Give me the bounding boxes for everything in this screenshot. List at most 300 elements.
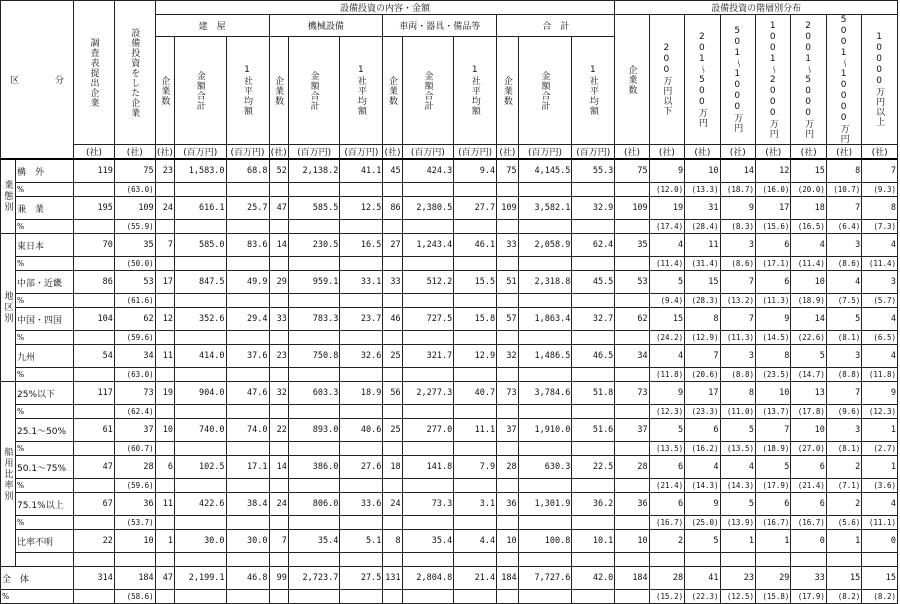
cell-value: 2,723.7	[288, 567, 340, 590]
cell-value: 3	[826, 419, 861, 442]
cell-pct	[572, 553, 615, 567]
cell-value: 51	[497, 271, 518, 294]
cell-value: 6	[791, 493, 826, 516]
cell-pct	[454, 331, 497, 345]
cell-value: 33	[791, 567, 826, 590]
cell-pct	[288, 183, 340, 197]
cell-pct	[720, 553, 755, 567]
cell-pct	[340, 331, 383, 345]
cell-value: 727.5	[402, 308, 454, 331]
table-row-pct	[1, 442, 898, 456]
cell-value: 35	[615, 234, 649, 257]
cell-value: 12.9	[454, 345, 497, 368]
cell-pct	[175, 257, 227, 271]
unit: (百万円)	[340, 145, 383, 160]
cell-pct	[269, 516, 288, 530]
cell-pct	[175, 590, 227, 604]
cell-pct	[572, 590, 615, 604]
row-label: 比率不明	[16, 530, 74, 553]
cell-value: 17	[155, 271, 174, 294]
cell-pct	[269, 183, 288, 197]
cell-value: 2,199.1	[175, 567, 227, 590]
cell-pct: (18.9)	[791, 294, 826, 308]
cell-pct	[615, 257, 649, 271]
cell-pct	[288, 590, 340, 604]
cell-value: 23	[720, 567, 755, 590]
cell-value: 21.4	[454, 567, 497, 590]
cell-pct: (11.1)	[862, 516, 898, 530]
cell-value: 7	[720, 308, 755, 331]
cell-pct: (16.7)	[649, 516, 684, 530]
row-label: 構 外	[16, 159, 74, 183]
cell-value: 47.6	[226, 382, 269, 405]
cell-value: 18	[383, 456, 402, 479]
cell-pct	[518, 183, 572, 197]
cell-value: 6	[755, 271, 790, 294]
cell-value: 893.0	[288, 419, 340, 442]
cell-value: 19	[155, 382, 174, 405]
cell-value: 11	[155, 345, 174, 368]
cell-pct	[175, 294, 227, 308]
cell-value: 585.0	[175, 234, 227, 257]
cell-pct: (58.6)	[114, 590, 155, 604]
cell-value: 4	[685, 456, 720, 479]
cell-value: 24	[383, 493, 402, 516]
cell-value: 73	[114, 382, 155, 405]
row-label: 東日本	[16, 234, 74, 257]
cell-pct: (8.2)	[862, 590, 898, 604]
cell-value: 18.9	[340, 382, 383, 405]
cell-pct: (11.8)	[862, 368, 898, 382]
table-body	[1, 159, 898, 604]
header-tier-2: 201〜500万円	[685, 15, 720, 145]
header-avg: 1社平均額	[572, 37, 615, 145]
cell-pct	[226, 220, 269, 234]
cell-pct: (6.5)	[862, 331, 898, 345]
cell-value: 422.6	[175, 493, 227, 516]
group-label: 船用比率別	[1, 382, 16, 567]
unit: (百万円)	[288, 145, 340, 160]
cell-value: 7	[826, 382, 861, 405]
cell-pct	[288, 553, 340, 567]
cell-pct: (16.2)	[685, 442, 720, 456]
cell-value: 15	[649, 308, 684, 331]
cell-pct	[155, 590, 174, 604]
cell-value: 14	[720, 159, 755, 183]
cell-value: 6	[791, 456, 826, 479]
table-row-pct	[1, 590, 898, 604]
cell-value: 750.8	[288, 345, 340, 368]
cell-value: 11.1	[454, 419, 497, 442]
cell-value: 1	[720, 530, 755, 553]
cell-value: 7	[755, 419, 790, 442]
cell-value: 32	[269, 382, 288, 405]
cell-pct	[340, 590, 383, 604]
cell-value: 4	[826, 271, 861, 294]
cell-value: 7	[862, 159, 898, 183]
cell-pct	[615, 331, 649, 345]
cell-value: 10	[155, 419, 174, 442]
row-pct-label: %	[16, 479, 74, 493]
table-row-pct	[1, 257, 898, 271]
cell-value: 740.0	[175, 419, 227, 442]
cell-value: 5.1	[340, 530, 383, 553]
cell-pct	[454, 553, 497, 567]
cell-pct: (20.0)	[791, 183, 826, 197]
cell-pct	[615, 220, 649, 234]
cell-pct: (59.6)	[114, 331, 155, 345]
cell-value: 4	[791, 234, 826, 257]
row-label: 兼 業	[16, 197, 74, 220]
cell-value: 12.5	[340, 197, 383, 220]
cell-value: 75	[114, 159, 155, 183]
cell-value: 51.6	[572, 419, 615, 442]
cell-pct	[226, 183, 269, 197]
cell-pct: (17.8)	[791, 405, 826, 419]
cell-pct	[383, 516, 402, 530]
table-row	[1, 197, 898, 220]
cell-value: 40.6	[340, 419, 383, 442]
cell-value: 5	[755, 456, 790, 479]
cell-value: 8	[862, 197, 898, 220]
cell-value: 7	[720, 271, 755, 294]
cell-value: 12	[755, 159, 790, 183]
cell-pct: (11.4)	[649, 257, 684, 271]
cell-value: 29	[269, 271, 288, 294]
cell-pct	[755, 553, 790, 567]
cell-pct	[226, 294, 269, 308]
cell-pct	[74, 331, 115, 345]
cell-value: 2	[649, 530, 684, 553]
cell-value: 4	[862, 345, 898, 368]
cell-pct	[175, 220, 227, 234]
header-group-sharyo: 車両・器具・備品等	[383, 15, 497, 37]
unit: (社)	[826, 145, 861, 160]
header-kigyo: 企業数	[155, 37, 174, 145]
cell-pct	[402, 442, 454, 456]
cell-value: 131	[383, 567, 402, 590]
cell-pct: (15.8)	[755, 590, 790, 604]
cell-value: 46	[383, 308, 402, 331]
cell-value: 22	[269, 419, 288, 442]
cell-pct	[114, 553, 155, 567]
cell-pct: (8.1)	[826, 442, 861, 456]
cell-pct	[74, 220, 115, 234]
cell-pct: (11.3)	[755, 294, 790, 308]
cell-value: 32	[497, 345, 518, 368]
header-kaiso: 設備投資の階層別分布	[615, 1, 898, 15]
cell-pct	[497, 553, 518, 567]
cell-value: 6	[755, 234, 790, 257]
cell-value: 5	[685, 530, 720, 553]
cell-pct: (8.1)	[826, 331, 861, 345]
cell-pct: (13.3)	[685, 183, 720, 197]
cell-pct	[454, 479, 497, 493]
cell-value: 904.0	[175, 382, 227, 405]
cell-pct	[226, 442, 269, 456]
cell-pct: (8.8)	[720, 368, 755, 382]
cell-pct: (17.9)	[791, 590, 826, 604]
cell-pct: (7.1)	[826, 479, 861, 493]
cell-pct: (9.4)	[649, 294, 684, 308]
cell-pct	[269, 368, 288, 382]
cell-pct	[74, 553, 115, 567]
header-group-gokei: 合 計	[497, 15, 615, 37]
cell-pct	[175, 442, 227, 456]
cell-pct	[269, 257, 288, 271]
cell-pct: (18.7)	[720, 183, 755, 197]
cell-value: 10	[791, 271, 826, 294]
cell-value: 54	[74, 345, 115, 368]
cell-value: 35.4	[288, 530, 340, 553]
header-kingaku: 金額合計	[288, 37, 340, 145]
cell-pct	[615, 442, 649, 456]
cell-pct: (13.5)	[649, 442, 684, 456]
cell-value: 4	[649, 234, 684, 257]
cell-pct: (18.9)	[755, 442, 790, 456]
cell-pct	[383, 220, 402, 234]
header-group-tateya: 建 屋	[155, 15, 269, 37]
cell-value: 36.2	[572, 493, 615, 516]
cell-value: 6	[649, 456, 684, 479]
cell-pct: (7.3)	[862, 220, 898, 234]
cell-pct	[497, 183, 518, 197]
cell-pct	[269, 479, 288, 493]
cell-value: 28	[615, 456, 649, 479]
cell-value: 2,138.2	[288, 159, 340, 183]
cell-pct	[340, 553, 383, 567]
cell-pct	[269, 220, 288, 234]
cell-pct: (5.6)	[826, 516, 861, 530]
cell-pct	[175, 183, 227, 197]
unit: (社)	[269, 145, 288, 160]
cell-value: 23	[155, 159, 174, 183]
cell-pct: (8.8)	[826, 368, 861, 382]
cell-value: 28	[649, 567, 684, 590]
cell-pct	[74, 479, 115, 493]
cell-pct	[454, 294, 497, 308]
cell-pct: (8.6)	[826, 257, 861, 271]
cell-pct	[383, 368, 402, 382]
cell-pct: (28.3)	[685, 294, 720, 308]
cell-value: 9	[649, 159, 684, 183]
cell-pct: (22.6)	[791, 331, 826, 345]
cell-pct: (63.0)	[114, 368, 155, 382]
table-row	[1, 382, 898, 405]
cell-pct	[518, 516, 572, 530]
cell-value: 27.7	[454, 197, 497, 220]
cell-pct	[155, 405, 174, 419]
cell-pct: (6.4)	[826, 220, 861, 234]
cell-pct	[497, 220, 518, 234]
cell-value: 33	[383, 271, 402, 294]
cell-value: 5	[649, 271, 684, 294]
cell-value: 29	[755, 567, 790, 590]
cell-value: 1	[826, 530, 861, 553]
unit: (社)	[497, 145, 518, 160]
cell-pct: (63.0)	[114, 183, 155, 197]
unit: (百万円)	[402, 145, 454, 160]
cell-pct	[649, 553, 684, 567]
cell-pct	[572, 442, 615, 456]
cell-value: 585.5	[288, 197, 340, 220]
cell-pct	[518, 294, 572, 308]
cell-value: 4,145.5	[518, 159, 572, 183]
header-setsubi-kigyo: 設備投資をした企業	[114, 1, 155, 145]
unit: (百万円)	[226, 145, 269, 160]
cell-value: 2,318.8	[518, 271, 572, 294]
cell-pct	[340, 479, 383, 493]
header-kubun: 区 分	[1, 1, 74, 160]
header-naiyo: 設備投資の内容・金額	[155, 1, 615, 15]
cell-pct	[269, 590, 288, 604]
cell-value: 51.8	[572, 382, 615, 405]
cell-value: 104	[74, 308, 115, 331]
cell-value: 4.4	[454, 530, 497, 553]
cell-value: 17	[685, 382, 720, 405]
cell-value: 3	[826, 345, 861, 368]
cell-value: 603.3	[288, 382, 340, 405]
cell-pct: (11.8)	[649, 368, 684, 382]
cell-value: 41.1	[340, 159, 383, 183]
cell-value: 47	[74, 456, 115, 479]
cell-value: 36	[114, 493, 155, 516]
cell-pct: (13.5)	[720, 442, 755, 456]
cell-pct	[74, 405, 115, 419]
cell-pct: (11.3)	[720, 331, 755, 345]
cell-pct	[155, 442, 174, 456]
cell-pct: (12.3)	[862, 405, 898, 419]
cell-pct	[572, 405, 615, 419]
cell-pct	[615, 553, 649, 567]
cell-pct	[226, 331, 269, 345]
cell-pct	[518, 590, 572, 604]
cell-pct: (53.7)	[114, 516, 155, 530]
cell-value: 184	[497, 567, 518, 590]
cell-value: 1,910.0	[518, 419, 572, 442]
cell-pct	[226, 405, 269, 419]
cell-pct	[497, 405, 518, 419]
cell-pct	[615, 183, 649, 197]
cell-pct: (55.9)	[114, 220, 155, 234]
unit: (社)	[74, 145, 115, 160]
cell-pct	[383, 257, 402, 271]
cell-pct	[572, 516, 615, 530]
cell-value: 184	[615, 567, 649, 590]
cell-pct: (13.9)	[720, 516, 755, 530]
cell-value: 959.1	[288, 271, 340, 294]
cell-value: 16.5	[340, 234, 383, 257]
cell-value: 73	[497, 382, 518, 405]
cell-pct: (9.6)	[826, 405, 861, 419]
cell-value: 0	[791, 530, 826, 553]
header-chosa: 調査表提出企業	[74, 1, 115, 145]
cell-pct	[74, 516, 115, 530]
row-pct-label: %	[16, 257, 74, 271]
cell-pct	[454, 516, 497, 530]
cell-pct	[383, 553, 402, 567]
cell-value: 386.0	[288, 456, 340, 479]
table-row	[1, 234, 898, 257]
table-row-pct	[1, 479, 898, 493]
cell-pct	[155, 220, 174, 234]
cell-value: 99	[269, 567, 288, 590]
cell-value: 630.3	[518, 456, 572, 479]
cell-value: 53	[114, 271, 155, 294]
unit: (百万円)	[518, 145, 572, 160]
cell-value: 1	[862, 456, 898, 479]
cell-value: 0	[862, 530, 898, 553]
cell-pct	[518, 368, 572, 382]
cell-value: 37.6	[226, 345, 269, 368]
cell-pct	[454, 183, 497, 197]
cell-value: 15	[862, 567, 898, 590]
cell-pct	[155, 553, 174, 567]
cell-value: 8	[720, 382, 755, 405]
cell-value: 3	[862, 271, 898, 294]
cell-pct	[340, 257, 383, 271]
cell-pct: (14.5)	[755, 331, 790, 345]
cell-value: 42.0	[572, 567, 615, 590]
cell-pct	[518, 553, 572, 567]
unit: (社)	[155, 145, 174, 160]
cell-value: 13	[791, 382, 826, 405]
cell-value: 8	[755, 345, 790, 368]
cell-pct: (12.9)	[685, 331, 720, 345]
cell-pct	[383, 183, 402, 197]
cell-pct	[340, 405, 383, 419]
cell-value: 46.1	[454, 234, 497, 257]
cell-pct	[402, 220, 454, 234]
row-pct-label: %	[16, 442, 74, 456]
row-pct-label: %	[16, 183, 74, 197]
cell-pct	[615, 405, 649, 419]
cell-pct	[175, 331, 227, 345]
row-label: 50.1〜75%	[16, 456, 74, 479]
cell-value: 57	[497, 308, 518, 331]
group-label: 地区別	[1, 234, 16, 382]
row-label: 25%以下	[16, 382, 74, 405]
cell-value: 61	[74, 419, 115, 442]
cell-pct	[155, 183, 174, 197]
cell-pct	[572, 368, 615, 382]
unit: (社)	[720, 145, 755, 160]
cell-value: 10	[685, 159, 720, 183]
cell-value: 47	[269, 197, 288, 220]
row-label: 中国・四国	[16, 308, 74, 331]
cell-value: 10	[791, 419, 826, 442]
cell-pct	[155, 257, 174, 271]
cell-value: 1	[155, 530, 174, 553]
cell-value: 1,486.5	[518, 345, 572, 368]
cell-value: 14	[791, 308, 826, 331]
cell-value: 4	[862, 308, 898, 331]
cell-pct	[155, 294, 174, 308]
table-row	[1, 419, 898, 442]
row-pct-label	[16, 553, 74, 567]
cell-value: 2,277.3	[402, 382, 454, 405]
unit: (百万円)	[572, 145, 615, 160]
cell-value: 30.0	[226, 530, 269, 553]
cell-value: 38.4	[226, 493, 269, 516]
table-row-pct	[1, 294, 898, 308]
cell-value: 277.0	[402, 419, 454, 442]
header-kigyo: 企業数	[269, 37, 288, 145]
cell-value: 352.6	[175, 308, 227, 331]
cell-pct: (3.6)	[862, 479, 898, 493]
cell-value: 102.5	[175, 456, 227, 479]
cell-value: 184	[114, 567, 155, 590]
